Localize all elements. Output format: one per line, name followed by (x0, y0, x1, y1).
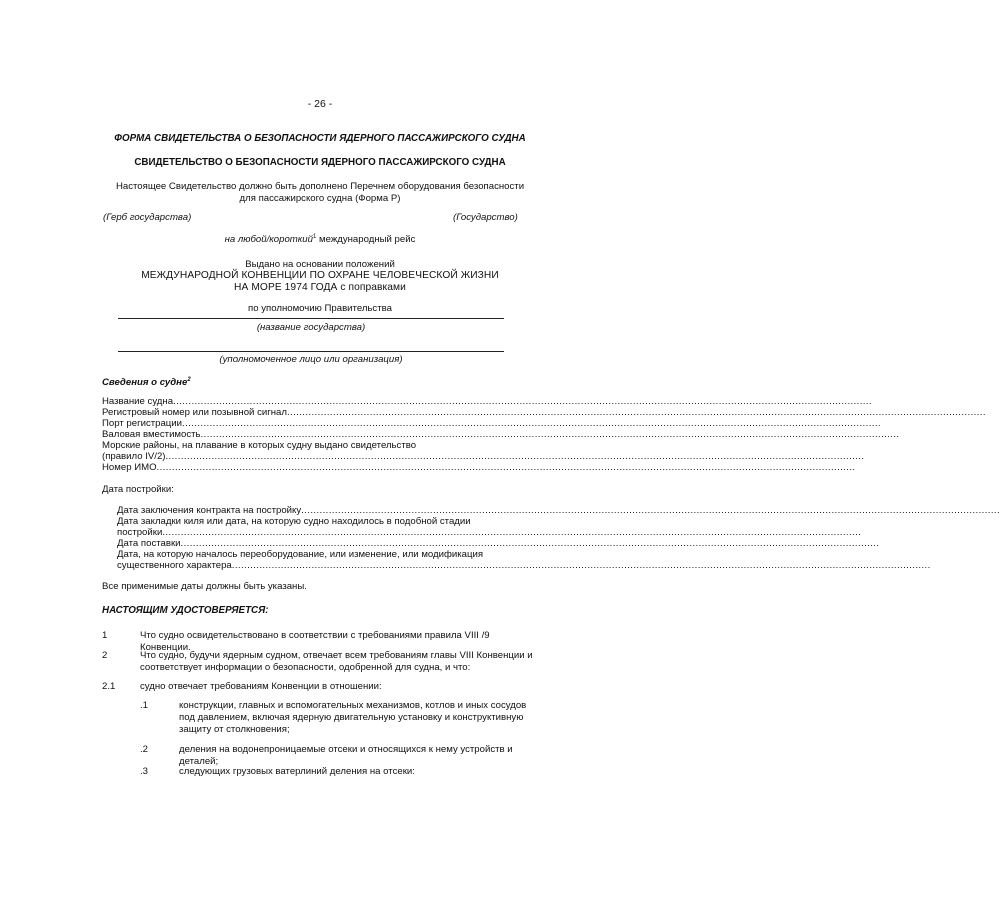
fill-dots: .................................................................................................................................................................................................................................... (165, 451, 865, 462)
ship-field-label: Валовая вместимость (102, 429, 201, 440)
fill-dots: .................................................................................................................................................................................................................................... (231, 560, 931, 571)
item-text: Что судно, будучи ядерным судном, отвечает всем требованиям главы VIII Конвенции и соответствует информации о безопасности, одобренной для судна, и что: (140, 650, 533, 673)
fill-dots: .................................................................................................................................................................................................................................... (301, 505, 1000, 516)
fill-dots: .................................................................................................................................................................................................................................... (156, 462, 856, 473)
coat-of-arms-caption: (Герб государства) (103, 212, 192, 223)
subitem-number: .2 (140, 744, 149, 755)
voyage-prefix: на любой/короткий (224, 234, 313, 245)
authority-line: по уполномочию Правительства (248, 303, 392, 314)
subitem-text: следующих грузовых ватерлиний деления на отсеки: (179, 766, 415, 777)
fill-dots: .................................................................................................................................................................................................................................... (286, 407, 986, 418)
ship-field-sea-areas: Морские районы, на плавание в которых судну выдано свидетельство (102, 440, 417, 451)
item-number: 1 (102, 630, 108, 641)
certify-heading: НАСТОЯЩИМ УДОСТОВЕРЯЕТСЯ: (102, 605, 269, 616)
subitem-number: .3 (140, 766, 149, 777)
build-field-conversion: Дата, на которую началось переоборудование, или изменение, или модификация (117, 549, 484, 560)
form-title: ФОРМА СВИДЕТЕЛЬСТВА О БЕЗОПАСНОСТИ ЯДЕРНОГО ПАССАЖИРСКОГО СУДНА (114, 133, 526, 144)
ship-info-heading-text: Сведения о судне (102, 377, 188, 388)
fill-dots: .................................................................................................................................................................................................................................... (200, 429, 900, 440)
fill-dots: .................................................................................................................................................................................................................................... (182, 418, 881, 429)
footnote-ref-2: 2 (187, 376, 191, 383)
subitem-text: конструкции, главных и вспомогательных механизмов, котлов и иных сосудов под давлением, включая ядерную двигательную установку и конструктивную защиту от столкновения; (179, 700, 527, 735)
ship-field-label: Порт регистрации (102, 418, 183, 429)
item-number: 2.1 (102, 681, 116, 692)
ship-field-label: (правило IV/2) (102, 451, 166, 462)
item-text: судно отвечает требованиям Конвенции в отношении: (140, 681, 382, 692)
issued-line-3: НА МОРЕ 1974 ГОДА с поправками (234, 282, 406, 293)
issued-line-1: Выдано на основании положений (245, 259, 395, 270)
build-date-label: Дата постройки: (102, 484, 174, 495)
state-name-caption: (название государства) (256, 322, 366, 333)
build-field-label: Дата заключения контракта на постройку (117, 505, 302, 516)
state-caption: (Государство) (453, 212, 518, 223)
build-field-label: Дата поставки (117, 538, 181, 549)
certificate-title: СВИДЕТЕЛЬСТВО О БЕЗОПАСНОСТИ ЯДЕРНОГО ПАССАЖИРСКОГО СУДНА (134, 157, 506, 168)
ship-field-label: Номер ИМО (102, 462, 157, 473)
ship-field-imo (102, 462, 856, 474)
subitem-number: .1 (140, 700, 149, 711)
all-dates-note: Все применимые даты должны быть указаны. (102, 581, 307, 592)
subitem-text: деления на водонепроницаемые отсеки и относящихся к нему устройств и деталей; (179, 744, 513, 767)
fill-dots: .................................................................................................................................................................................................................................... (180, 538, 880, 549)
build-field-conversion-cont (117, 560, 931, 572)
fill-dots: .................................................................................................................................................................................................................................... (173, 396, 872, 407)
footnote-ref-1: 1 (312, 233, 317, 240)
intro-line-1: Настоящее Свидетельство должно быть дополнено Перечнем оборудования безопасности (115, 181, 525, 192)
state-name-blank (118, 318, 504, 319)
voyage-suffix: международный рейс (316, 234, 416, 245)
authorized-blank (118, 351, 504, 352)
intro-line-2: для пассажирского судна (Форма P) (239, 193, 401, 204)
item-text: Что судно освидетельствовано в соответствии с требованиями правила VIII /9 Конвенции. (140, 630, 490, 653)
voyage-line (80, 234, 560, 246)
build-field-label: постройки (117, 527, 163, 538)
issued-line-2: МЕЖДУНАРОДНОЙ КОНВЕНЦИИ ПО ОХРАНЕ ЧЕЛОВЕЧЕСКОЙ ЖИЗНИ (141, 270, 499, 281)
ship-field-label: Регистровый номер или позывной сигнал (102, 407, 287, 418)
page-number: - 26 - (307, 98, 333, 110)
fill-dots: .................................................................................................................................................................................................................................... (162, 527, 862, 538)
ship-info-heading (102, 377, 191, 389)
build-field-keel: Дата закладки киля или дата, на которую судно находилось в подобной стадии (117, 516, 471, 527)
ship-field-label: Название судна (102, 396, 174, 407)
build-field-label: существенного характера (117, 560, 232, 571)
item-number: 2 (102, 650, 108, 661)
authorized-caption: (уполномоченное лицо или организация) (219, 354, 403, 365)
